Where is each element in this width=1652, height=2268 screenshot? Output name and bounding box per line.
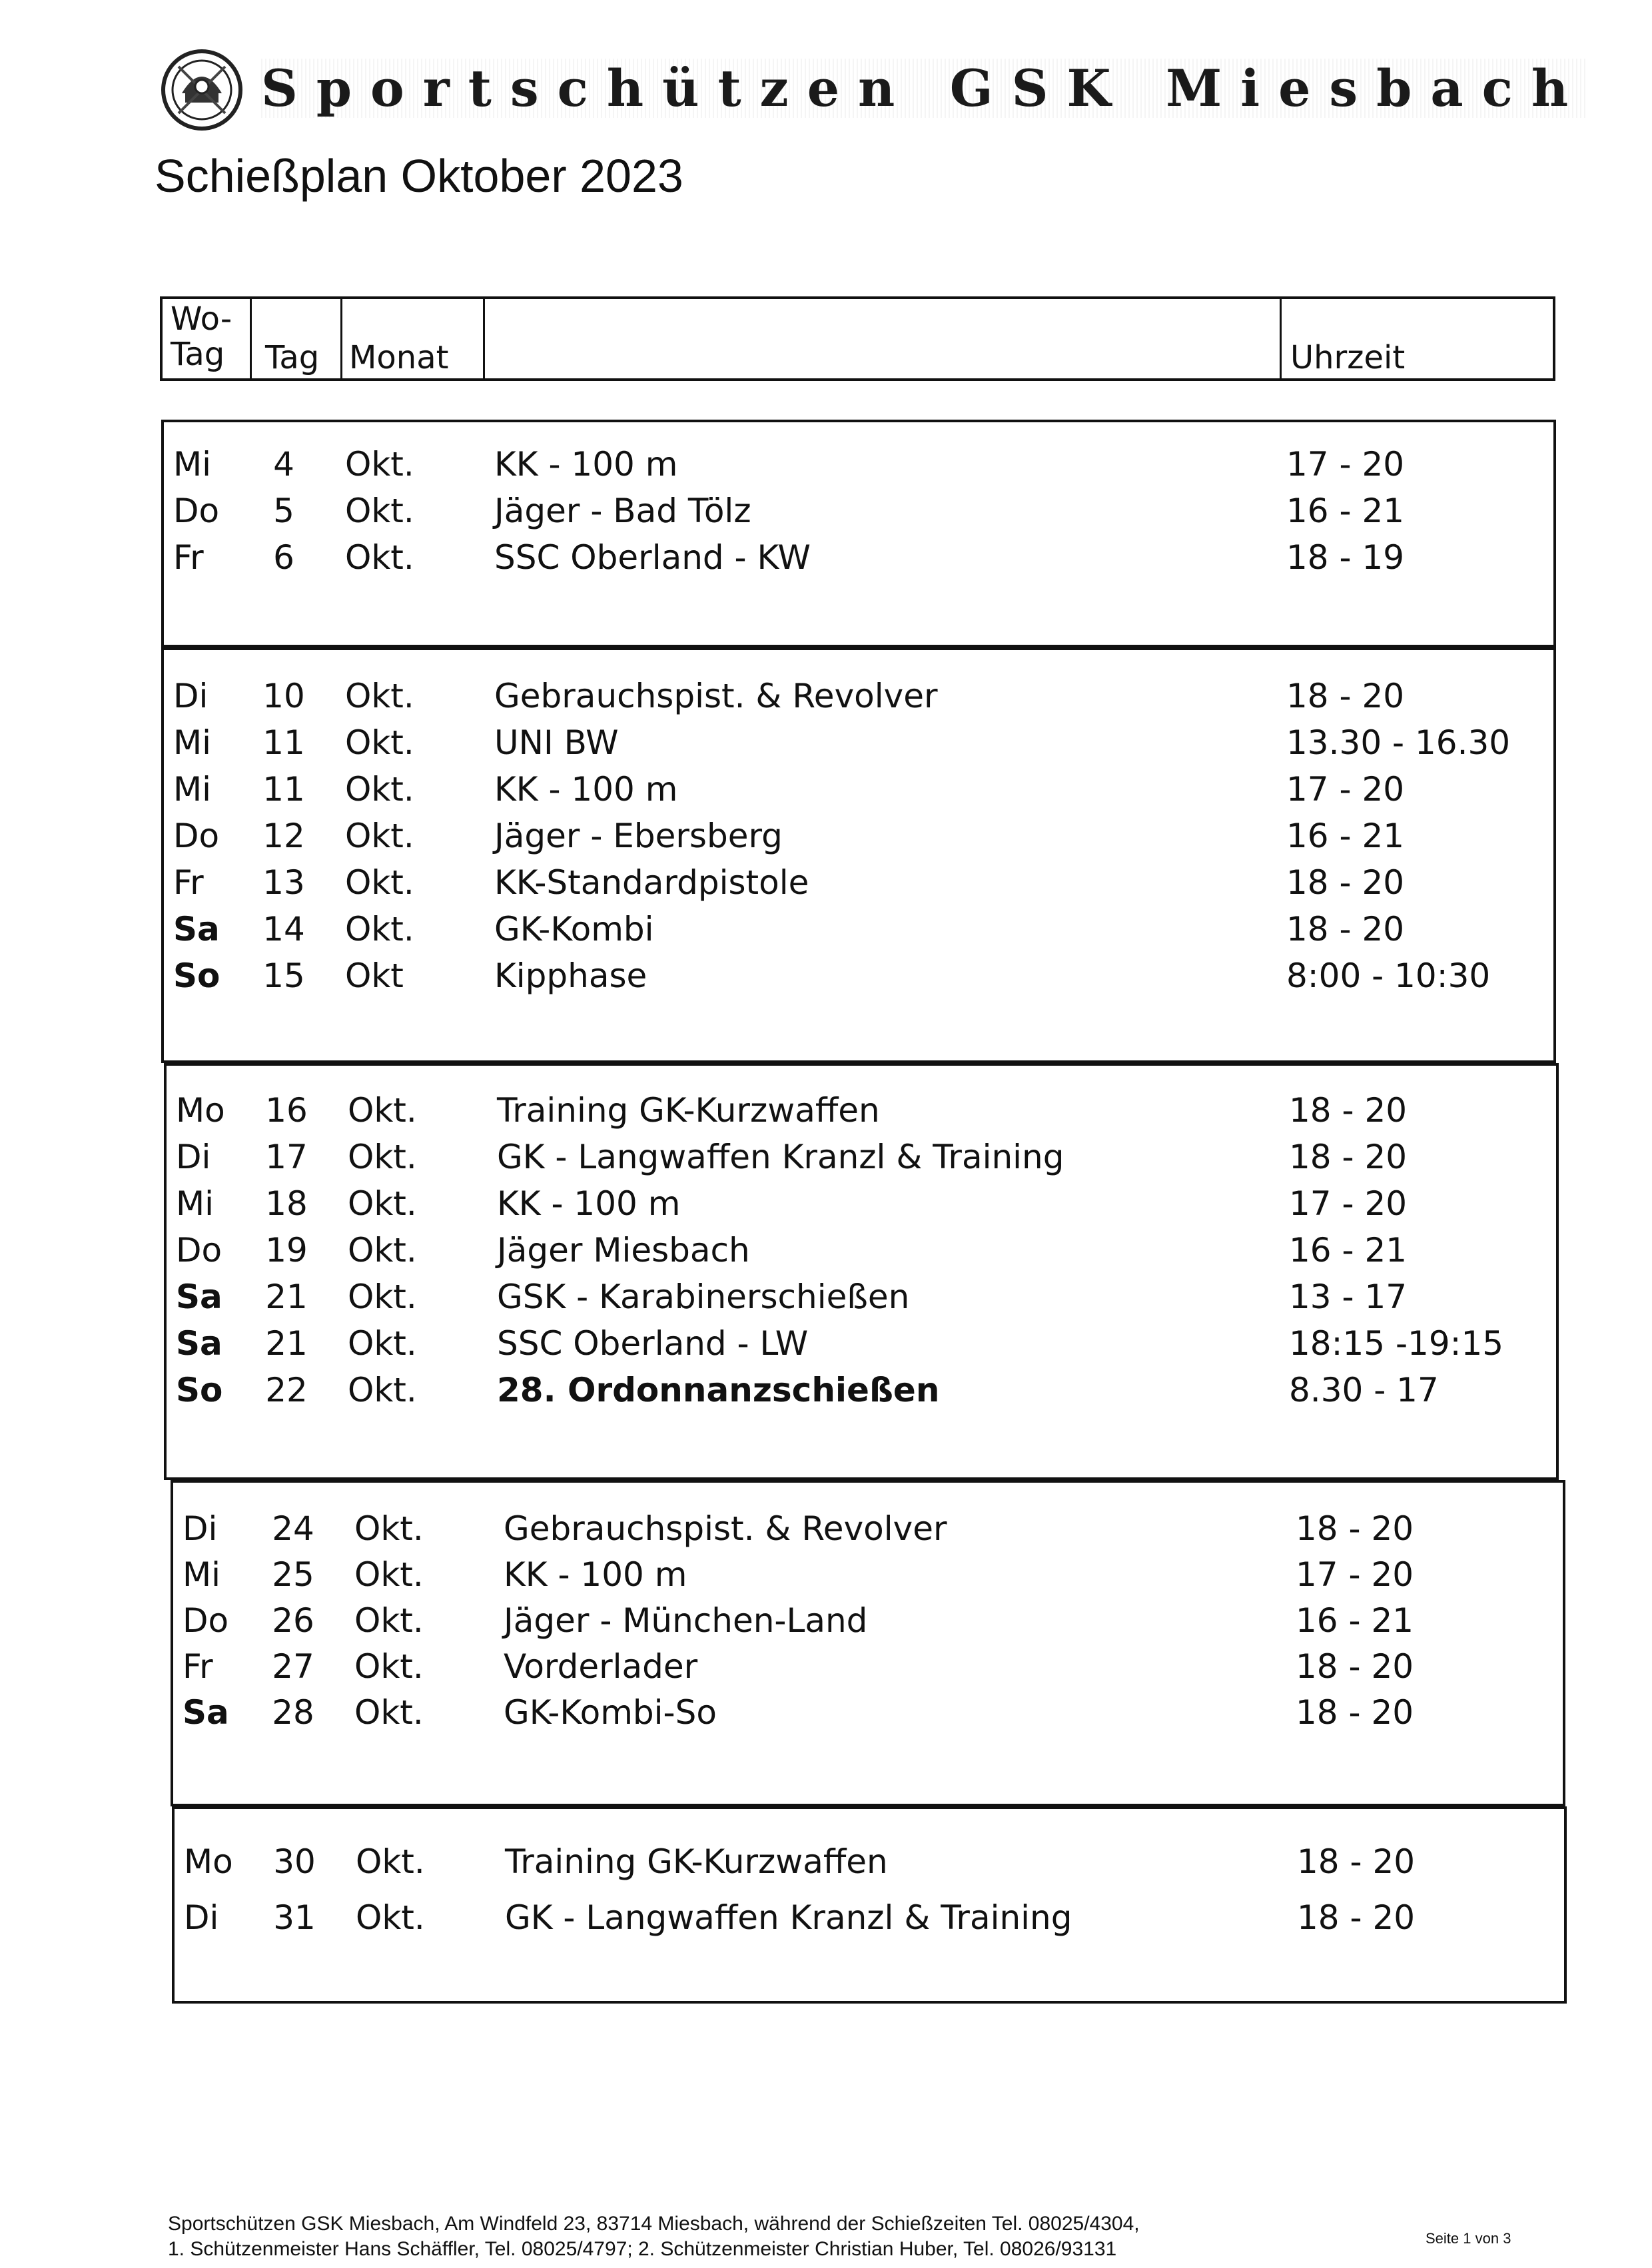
weekday-cell: Mi	[176, 1184, 214, 1223]
schedule-row	[164, 952, 1553, 999]
schedule-row	[164, 441, 1553, 488]
day-cell: 18	[265, 1184, 308, 1223]
event-cell: SSC Oberland - LW	[497, 1324, 809, 1363]
day-cell: 15	[262, 956, 305, 995]
event-cell: KK - 100 m	[494, 770, 678, 809]
month-cell: Okt.	[354, 1509, 424, 1548]
day-cell: 21	[265, 1278, 308, 1316]
event-cell: KK-Standardpistole	[494, 863, 809, 902]
day-cell: 19	[265, 1231, 308, 1270]
schedule-row	[173, 1689, 1563, 1736]
month-cell: Okt.	[345, 445, 414, 484]
schedule-row	[167, 1180, 1556, 1227]
time-cell: 18 - 20	[1289, 1091, 1408, 1130]
month-cell: Okt.	[348, 1371, 417, 1409]
day-cell: 16	[265, 1091, 308, 1130]
weekday-cell: Sa	[173, 910, 220, 948]
time-cell: 18 - 20	[1297, 1898, 1416, 1937]
club-seal-logo	[159, 47, 245, 133]
schedule-row	[173, 1597, 1563, 1644]
day-cell: 26	[272, 1601, 314, 1640]
schedule-row	[167, 1367, 1556, 1413]
weekday-cell: Di	[173, 677, 208, 715]
day-cell: 5	[273, 492, 294, 530]
week-block	[164, 1063, 1559, 1480]
day-cell: 11	[262, 770, 305, 809]
time-cell: 18:15 -19:15	[1289, 1324, 1504, 1363]
event-cell: GK-Kombi	[494, 910, 654, 948]
time-cell: 18 - 20	[1296, 1693, 1414, 1732]
time-cell: 16 - 21	[1289, 1231, 1408, 1270]
day-cell: 28	[272, 1693, 314, 1732]
event-cell: Gebrauchspist. & Revolver	[494, 677, 938, 715]
month-cell: Okt.	[348, 1091, 417, 1130]
weekday-cell: Mi	[173, 445, 212, 484]
weekday-cell: Di	[184, 1898, 219, 1937]
month-cell: Okt.	[345, 817, 414, 855]
month-cell: Okt.	[345, 492, 414, 530]
day-cell: 4	[273, 445, 294, 484]
schedule-row	[173, 1505, 1563, 1552]
time-cell: 13.30 - 16.30	[1286, 723, 1511, 762]
month-cell: Okt.	[348, 1278, 417, 1316]
schedule-row	[164, 859, 1553, 906]
event-cell: Training GK-Kurzwaffen	[497, 1091, 880, 1130]
event-cell: Kipphase	[494, 956, 647, 995]
time-cell: 17 - 20	[1286, 445, 1405, 484]
month-cell: Okt.	[348, 1184, 417, 1223]
weekday-cell: So	[173, 956, 220, 995]
time-cell: 18 - 20	[1297, 1842, 1416, 1881]
header-tag: Tag	[265, 339, 320, 376]
schedule-header-table	[160, 296, 1555, 381]
header-monat: Monat	[349, 339, 449, 376]
club-name-title: Sportschützen GSK Miesbach	[261, 59, 1587, 118]
event-cell: Jäger - München-Land	[504, 1601, 868, 1640]
weekday-cell: Fr	[173, 538, 204, 577]
day-cell: 24	[272, 1509, 314, 1548]
event-cell: Gebrauchspist. & Revolver	[504, 1509, 947, 1548]
day-cell: 22	[265, 1371, 308, 1409]
header-wotag-line1: Wo-	[171, 300, 232, 338]
weekday-cell: Do	[173, 817, 220, 855]
time-cell: 8.30 - 17	[1289, 1371, 1439, 1409]
weekday-cell: Do	[173, 492, 220, 530]
page-title: Schießplan Oktober 2023	[155, 150, 683, 202]
schedule-row	[164, 534, 1553, 581]
header-wotag-line2: Tag	[171, 335, 225, 373]
week-block	[161, 647, 1556, 1063]
event-cell: GK - Langwaffen Kranzl & Training	[497, 1138, 1064, 1176]
day-cell: 25	[272, 1555, 314, 1594]
day-cell: 12	[262, 817, 305, 855]
weekday-cell: Mi	[173, 723, 212, 762]
week-block	[172, 1806, 1567, 2004]
week-block	[171, 1480, 1565, 1806]
schedule-row	[164, 906, 1553, 952]
weekday-cell: So	[176, 1371, 223, 1409]
weekday-cell: Do	[183, 1601, 229, 1640]
schedule-row	[167, 1320, 1556, 1367]
weekday-cell: Do	[176, 1231, 222, 1270]
event-cell: SSC Oberland - KW	[494, 538, 811, 577]
time-cell: 17 - 20	[1286, 770, 1405, 809]
month-cell: Okt.	[354, 1693, 424, 1732]
schedule-row	[164, 488, 1553, 534]
schedule-row	[164, 673, 1553, 719]
weekday-cell: Mi	[183, 1555, 221, 1594]
schedule-row	[164, 766, 1553, 813]
schedule-row	[175, 1838, 1564, 1885]
month-cell: Okt.	[348, 1138, 417, 1176]
time-cell: 17 - 20	[1289, 1184, 1408, 1223]
header-wotag	[171, 302, 232, 372]
footer-line1: Sportschützen GSK Miesbach, Am Windfeld 23, 83714 Miesbach, während der Schießzeiten Tel. 08025/4304,	[168, 2213, 1140, 2235]
time-cell: 17 - 20	[1296, 1555, 1414, 1594]
event-cell: KK - 100 m	[494, 445, 678, 484]
day-cell: 6	[273, 538, 294, 577]
month-cell: Okt.	[345, 677, 414, 715]
day-cell: 27	[272, 1647, 314, 1686]
schedule-row	[167, 1227, 1556, 1274]
month-cell: Okt	[345, 956, 404, 995]
time-cell: 18 - 20	[1296, 1509, 1414, 1548]
day-cell: 31	[273, 1898, 316, 1937]
weekday-cell: Fr	[183, 1647, 213, 1686]
event-cell: Vorderlader	[504, 1647, 698, 1686]
month-cell: Okt.	[345, 770, 414, 809]
footer-line2: 1. Schützenmeister Hans Schäffler, Tel. 08025/4797; 2. Schützenmeister Christian Huber, Tel. 08026/93131	[168, 2238, 1117, 2260]
day-cell: 14	[262, 910, 305, 948]
event-cell: Jäger Miesbach	[497, 1231, 750, 1270]
month-cell: Okt.	[348, 1231, 417, 1270]
month-cell: Okt.	[354, 1555, 424, 1594]
week-block	[161, 420, 1556, 647]
schedule-row	[167, 1274, 1556, 1320]
schedule-row	[164, 813, 1553, 859]
event-cell: Jäger - Bad Tölz	[494, 492, 751, 530]
event-cell: Jäger - Ebersberg	[494, 817, 783, 855]
day-cell: 30	[273, 1842, 316, 1881]
weekday-cell: Mo	[176, 1091, 225, 1130]
time-cell: 13 - 17	[1289, 1278, 1408, 1316]
time-cell: 18 - 19	[1286, 538, 1405, 577]
time-cell: 18 - 20	[1286, 910, 1405, 948]
time-cell: 18 - 20	[1289, 1138, 1408, 1176]
month-cell: Okt.	[356, 1842, 425, 1881]
day-cell: 11	[262, 723, 305, 762]
event-cell: UNI BW	[494, 723, 619, 762]
weekday-cell: Di	[176, 1138, 211, 1176]
footer-contact	[168, 2211, 1140, 2262]
day-cell: 21	[265, 1324, 308, 1363]
weekday-cell: Mo	[184, 1842, 233, 1881]
month-cell: Okt.	[354, 1647, 424, 1686]
schedule-row	[167, 1087, 1556, 1134]
month-cell: Okt.	[345, 538, 414, 577]
month-cell: Okt.	[345, 863, 414, 902]
event-cell: GSK - Karabinerschießen	[497, 1278, 910, 1316]
time-cell: 16 - 21	[1296, 1601, 1414, 1640]
month-cell: Okt.	[345, 910, 414, 948]
day-cell: 10	[262, 677, 305, 715]
day-cell: 13	[262, 863, 305, 902]
event-cell: 28. Ordonnanzschießen	[497, 1371, 940, 1409]
time-cell: 18 - 20	[1296, 1647, 1414, 1686]
time-cell: 8:00 - 10:30	[1286, 956, 1491, 995]
event-cell: GK-Kombi-So	[504, 1693, 717, 1732]
event-cell: Training GK-Kurzwaffen	[505, 1842, 888, 1881]
weekday-cell: Fr	[173, 863, 204, 902]
schedule-row	[173, 1551, 1563, 1598]
schedule-row	[164, 719, 1553, 766]
weekday-cell: Sa	[176, 1324, 222, 1363]
schedule-row	[175, 1894, 1564, 1941]
column-divider	[485, 299, 1282, 378]
header-uhrzeit: Uhrzeit	[1290, 339, 1406, 376]
weekday-cell: Di	[183, 1509, 218, 1548]
time-cell: 18 - 20	[1286, 863, 1405, 902]
month-cell: Okt.	[345, 723, 414, 762]
weekday-cell: Mi	[173, 770, 212, 809]
schedule-row	[173, 1643, 1563, 1690]
month-cell: Okt.	[356, 1898, 425, 1937]
time-cell: 16 - 21	[1286, 492, 1405, 530]
event-cell: KK - 100 m	[504, 1555, 687, 1594]
time-cell: 16 - 21	[1286, 817, 1405, 855]
weekday-cell: Sa	[183, 1693, 229, 1732]
day-cell: 17	[265, 1138, 308, 1176]
schedule-row	[167, 1134, 1556, 1180]
event-cell: GK - Langwaffen Kranzl & Training	[505, 1898, 1072, 1937]
month-cell: Okt.	[348, 1324, 417, 1363]
weekday-cell: Sa	[176, 1278, 222, 1316]
page-number: Seite 1 von 3	[1426, 2230, 1511, 2247]
event-cell: KK - 100 m	[497, 1184, 681, 1223]
time-cell: 18 - 20	[1286, 677, 1405, 715]
month-cell: Okt.	[354, 1601, 424, 1640]
